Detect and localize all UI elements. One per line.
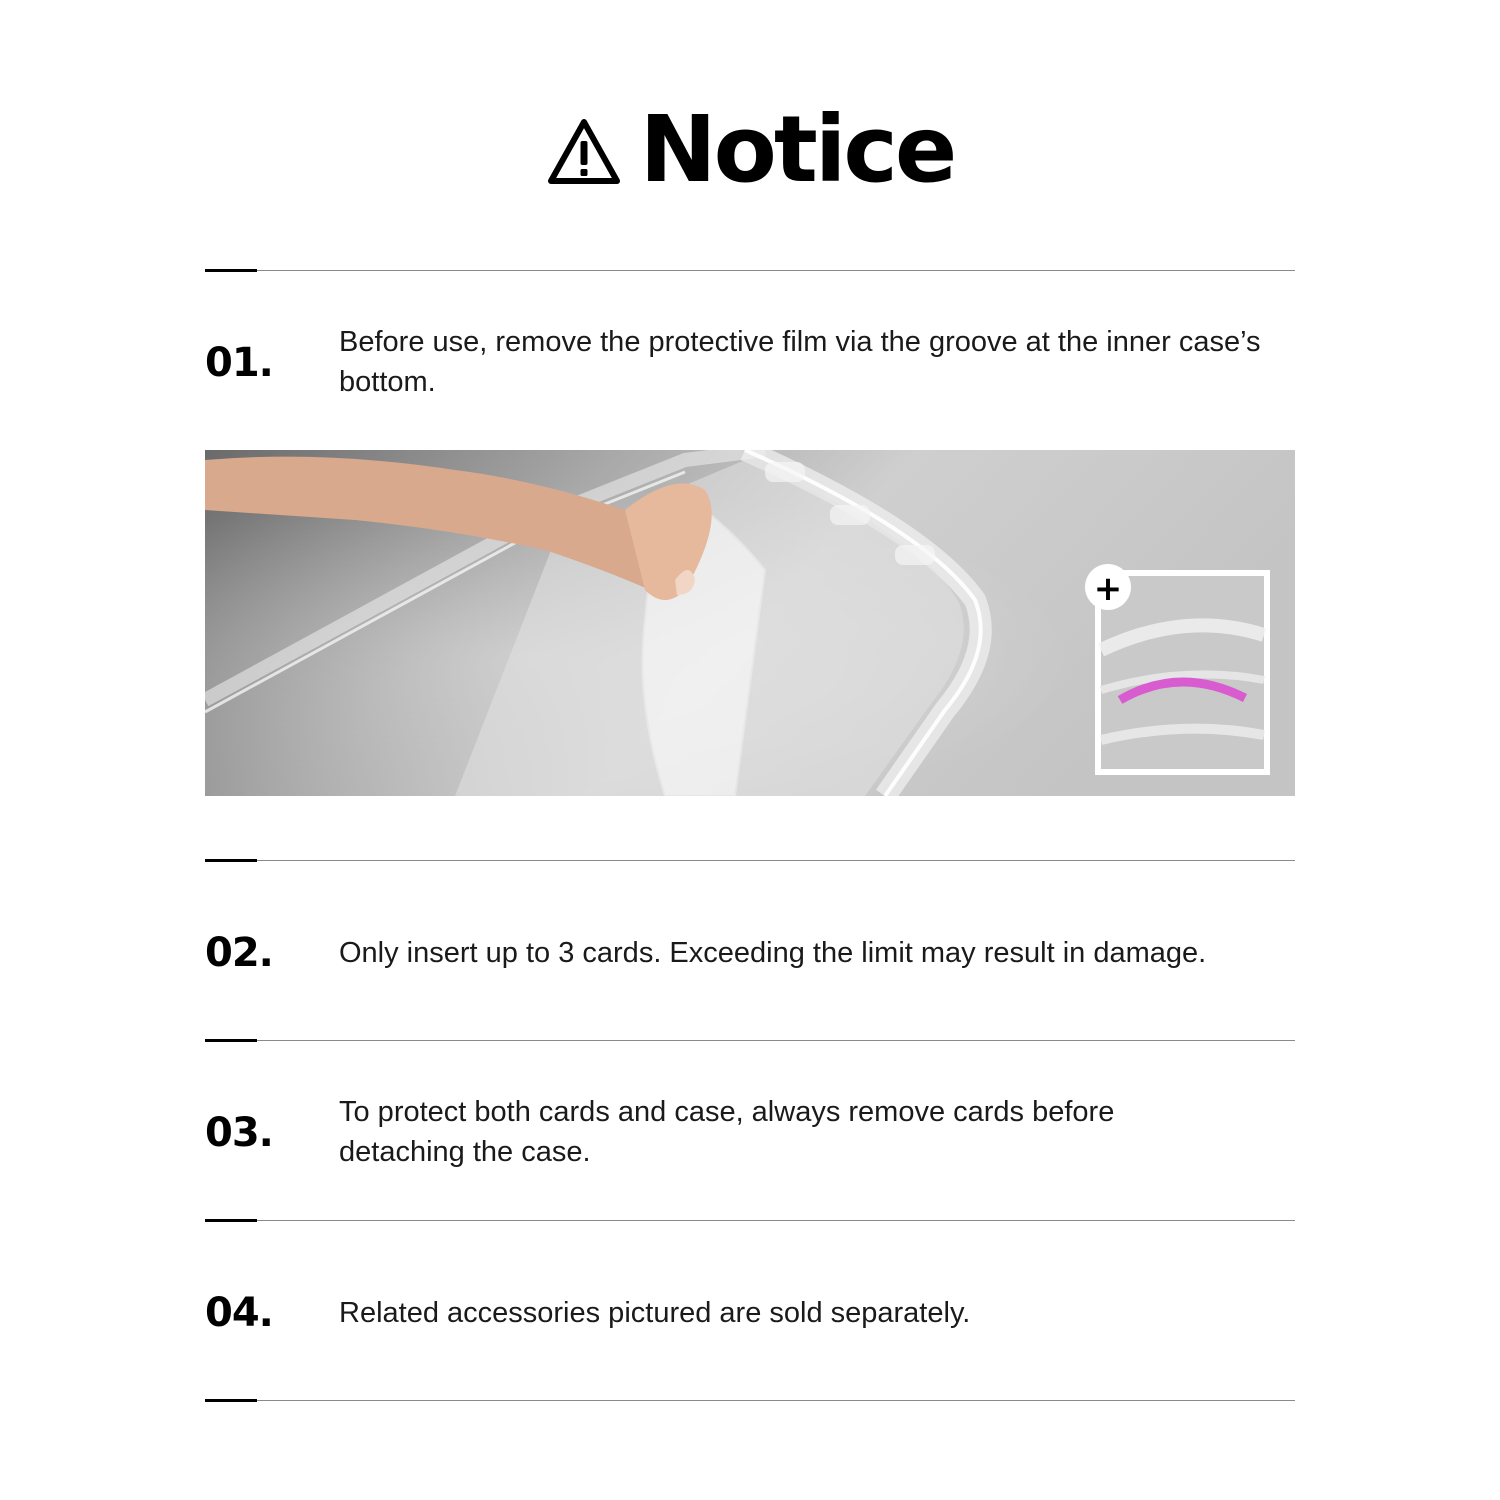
item-number: 03. xyxy=(205,1110,273,1156)
item-number: 04. xyxy=(205,1290,273,1336)
page-title: Notice xyxy=(639,96,955,203)
divider xyxy=(205,269,1295,273)
item-number: 01. xyxy=(205,340,273,386)
divider xyxy=(205,1219,1295,1223)
warning-icon xyxy=(546,117,622,187)
item-text: Related accessories pictured are sold separately. xyxy=(339,1297,971,1329)
notice-header xyxy=(0,96,1500,203)
item-text: Before use, remove the protective film via the groove at the inner case’s bottom. xyxy=(339,326,1261,398)
item-text: Only insert up to 3 cards. Exceeding the limit may result in damage. xyxy=(339,937,1207,969)
peeling-film-illustration xyxy=(205,450,1295,796)
product-photo xyxy=(205,450,1295,796)
item-text: To protect both cards and case, always remove cards before detaching the case. xyxy=(339,1096,1115,1168)
zoom-badge: + xyxy=(1093,569,1123,609)
item-number: 02. xyxy=(205,930,273,976)
divider xyxy=(205,1039,1295,1043)
divider xyxy=(205,1399,1295,1403)
divider xyxy=(205,859,1295,863)
